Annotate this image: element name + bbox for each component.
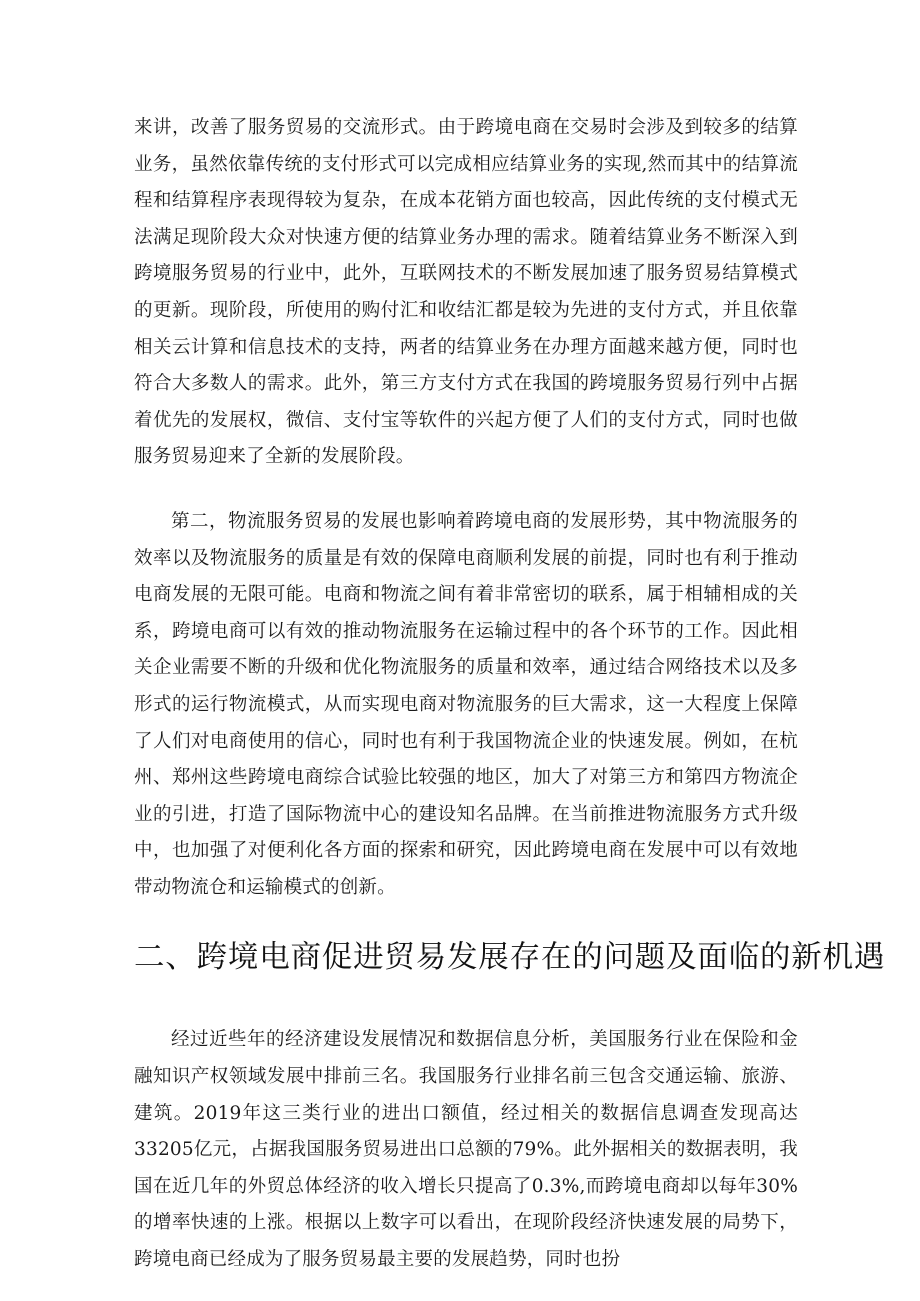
heading-spacer-top bbox=[134, 906, 798, 936]
body-paragraph-3: 经过近些年的经济建设发展情况和数据信息分析，美国服务行业在保险和金融知识产权领域发展中排前三名。我国服务行业排名前三包含交通运输、旅游、建筑。2019年这三类行业的进出口额值，经过相关的数据信息调查发现高达33205亿元，占据我国服务贸易进出口总额的79%。此外据相关的数据表明，我国在近几年的外贸总体经济的收入增长只提高了0.3%,而跨境电商却以每年30%的增率快速的上涨。根据以上数字可以看出，在现阶段经济快速发展的局势下，跨境电商已经成为了服务贸易最主要的发展趋势，同时也扮 bbox=[134, 1029, 798, 1271]
document-body bbox=[134, 110, 886, 1279]
body-paragraph-2: 第二，物流服务贸易的发展也影响着跨境电商的发展形势，其中物流服务的效率以及物流服务的质量是有效的保障电商顺利发展的前提，同时也有利于推动电商发展的无限可能。电商和物流之间有着非常密切的联系，属于相辅相成的关系，跨境电商可以有效的推动物流服务在运输过程中的各个环节的工作。因此相关企业需要不断的升级和优化物流服务的质量和效率，通过结合网络技术以及多形式的运行物流模式，从而实现电商对物流服务的巨大需求，这一大程度上保障了人们对电商使用的信心，同时也有利于我国物流企业的快速发展。例如，在杭州、郑州这些跨境电商综合试验比较强的地区，加大了对第三方和第四方物流企业的引进，打造了国际物流中心的建设知名品牌。在当前推进物流服务方式升级中，也加强了对便利化各方面的探索和研究，因此跨境电商在发展中可以有效地带动物流仓和运输模式的创新。 bbox=[134, 510, 798, 898]
heading-spacer-bottom bbox=[134, 980, 798, 1022]
body-paragraph-1: 来讲，改善了服务贸易的交流形式。由于跨境电商在交易时会涉及到较多的结算业务，虽然依靠传统的支付形式可以完成相应结算业务的实现,然而其中的结算流程和结算程序表现得较为复杂，在成本花销方面也较高，因此传统的支付模式无法满足现阶段大众对快速方便的结算业务办理的需求。随着结算业务不断深入到跨境服务贸易的行业中，此外，互联网技术的不断发展加速了服务贸易结算模式的更新。现阶段，所使用的购付汇和收结汇都是较为先进的支付方式，并且依靠相关云计算和信息技术的支持，两者的结算业务在办理方面越来越方便，同时也符合大多数人的需求。此外，第三方支付方式在我国的跨境服务贸易行列中占据着优先的发展权，微信、支付宝等软件的兴起方便了人们的支付方式，同时也做服务贸易迎来了全新的发展阶段。 bbox=[134, 117, 798, 468]
paragraph-spacer bbox=[134, 476, 798, 504]
section-heading: 二、跨境电商促进贸易发展存在的问题及面临的新机遇 bbox=[134, 940, 886, 976]
